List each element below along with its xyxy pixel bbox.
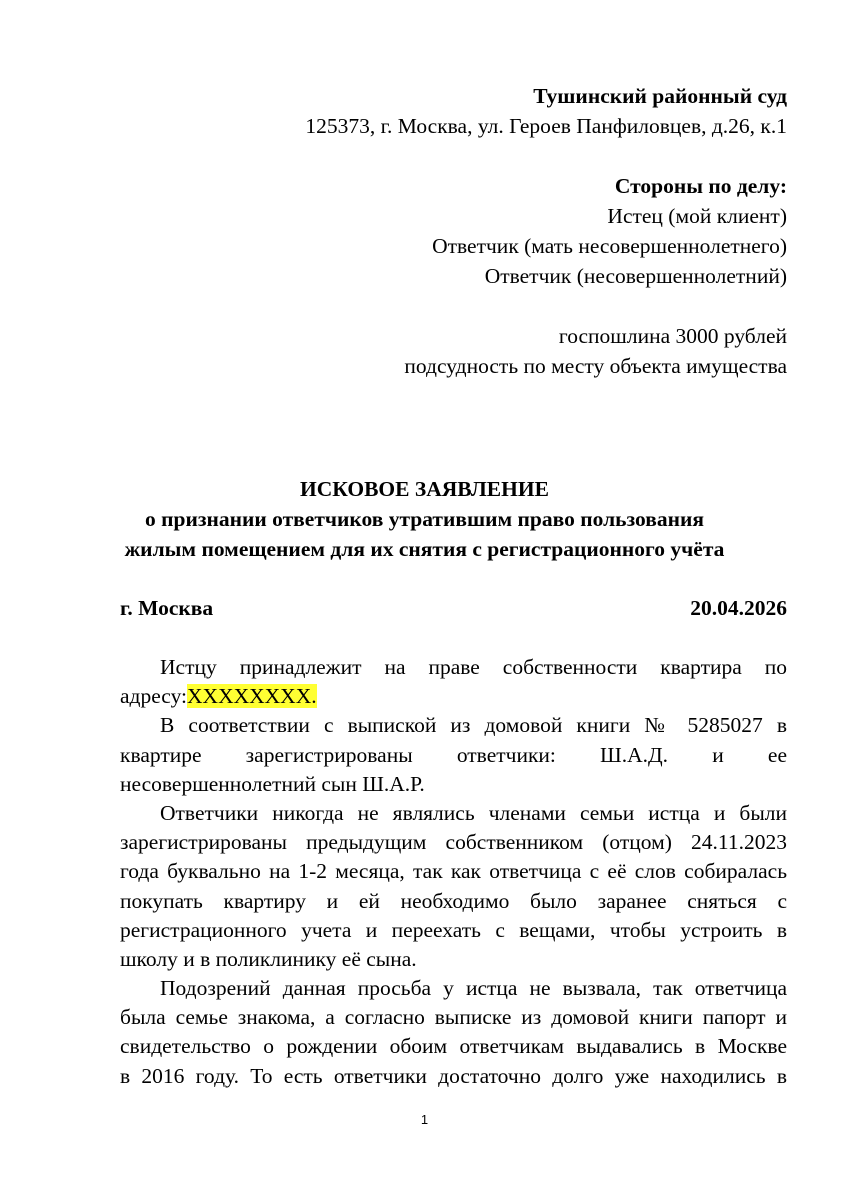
paragraph-line: зарегистрированы предыдущим собственником (отцом) 24.11.2023 [120, 830, 787, 855]
document-body [120, 653, 787, 1091]
place: г. Москва [120, 596, 214, 620]
address-placeholder: XXXXXXXX. [187, 684, 317, 709]
document-title: ИСКОВОЕ ЗАЯВЛЕНИЕ [300, 477, 549, 501]
paragraph-line: несовершеннолетний сын Ш.А.Р. [120, 771, 425, 796]
date: 20.04.2026 [690, 596, 787, 620]
document-subtitle-line-2: жилым помещением для их снятия с регистрационного учёта [124, 537, 725, 561]
paragraph-line: В соответствии с выпиской из домовой книги № 5285027 в [160, 713, 787, 738]
jurisdiction: подсудность по месту объекта имущества [404, 354, 787, 378]
court-name: Тушинский районный суд [533, 84, 787, 108]
document-subtitle-line-1: о признании ответчиков утратившим право пользования [144, 507, 705, 531]
paragraph-line: Ответчики никогда не являлись членами семьи истца и были [160, 800, 787, 825]
paragraph-line: свидетельство о рождении обоим ответчикам выдавались в Москве [120, 1034, 787, 1059]
parties-title: Стороны по делу: [614, 174, 787, 198]
paragraph-line: квартире зарегистрированы ответчики: Ш.А.Д. и ее [120, 742, 787, 767]
paragraph-line: была семье знакома, а согласно выписке из домовой книги папорт и [120, 1005, 787, 1030]
paragraph-line [120, 682, 787, 711]
paragraph-line: в 2016 году. То есть ответчики достаточно долго уже находились в [120, 1063, 787, 1088]
page-number: 1 [420, 1112, 429, 1127]
paragraph-line: Истцу принадлежит на праве собственности квартира по [160, 655, 787, 679]
paragraph-line: года буквально на 1-2 месяца, так как ответчица с её слов собиралась [120, 859, 787, 884]
paragraph-line: Подозрений данная просьба у истца не вызвала, так ответчица [160, 976, 787, 1001]
state-fee: госпошлина 3000 рублей [558, 324, 787, 348]
address-label: адресу: [120, 684, 188, 709]
paragraph-line: покупать квартиру и ей необходимо было заранее сняться с [120, 888, 787, 913]
party-defendant-minor: Ответчик (несовершеннолетний) [484, 264, 787, 288]
party-defendant-mother: Ответчик (мать несовершеннолетнего) [432, 234, 787, 258]
paragraph-line: регистрационного учета и переехать с вещами, чтобы устроить в [120, 917, 787, 942]
party-plaintiff: Истец (мой клиент) [607, 204, 787, 228]
paragraph-line: школу и в поликлинику её сына. [120, 946, 417, 971]
court-address: 125373, г. Москва, ул. Героев Панфиловцев, д.26, к.1 [305, 114, 787, 138]
